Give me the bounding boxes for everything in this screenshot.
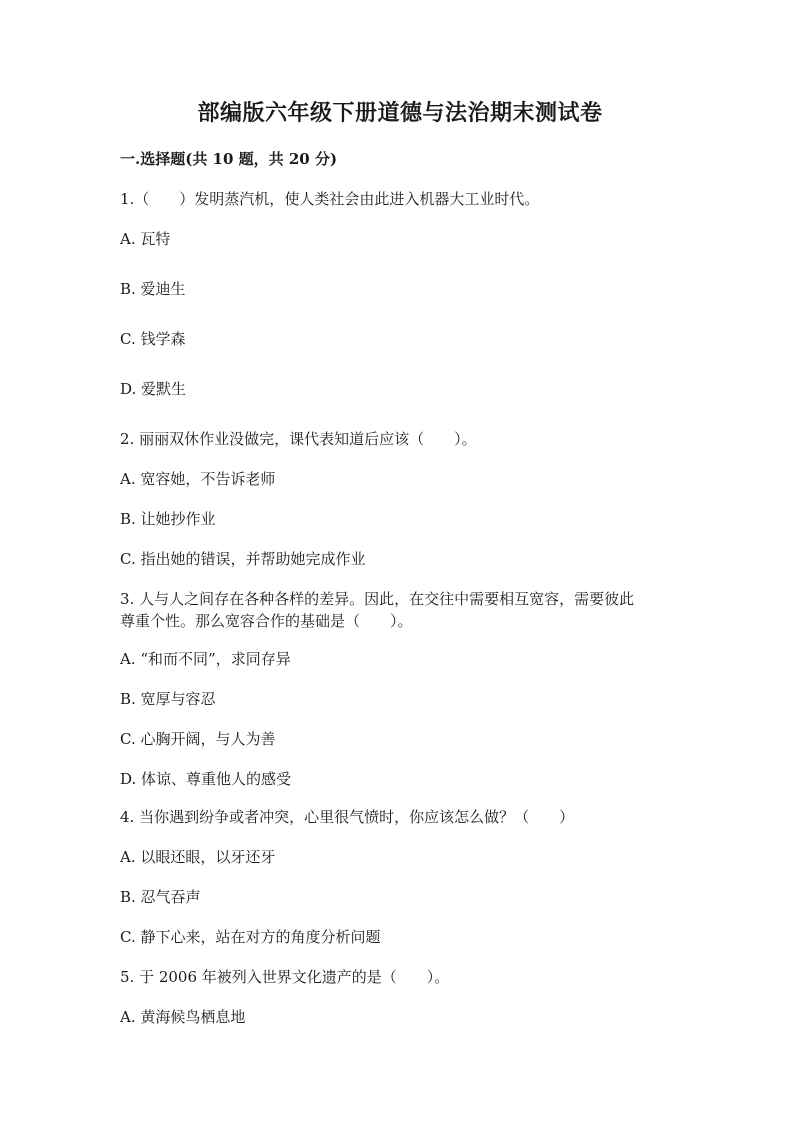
question-2-option-b: B. 让她抄作业 xyxy=(120,510,216,528)
question-1-option-b: B. 爱迪生 xyxy=(120,280,186,298)
question-4-option-b: B. 忍气吞声 xyxy=(120,888,201,906)
question-3-stem-line-1: 3. 人与人之间存在各种各样的差异。因此，在交往中需要相互宽容，需要彼此 xyxy=(120,590,635,608)
question-3-option-a: A. “和而不同”，求同存异 xyxy=(120,650,291,668)
question-3-option-d: D. 体谅、尊重他人的感受 xyxy=(120,770,292,788)
section-heading: 一.选择题(共 10 题，共 20 分) xyxy=(120,150,338,168)
question-1-option-a: A. 瓦特 xyxy=(120,230,171,248)
question-5-stem: 5. 于 2006 年被列入世界文化遗产的是（ ）。 xyxy=(120,968,450,986)
question-3-stem-line-2: 尊重个性。那么宽容合作的基础是（ ）。 xyxy=(120,612,413,630)
question-3-option-c: C. 心胸开阔，与人为善 xyxy=(120,730,276,748)
question-4-stem: 4. 当你遇到纷争或者冲突，心里很气愤时，你应该怎么做？（ ） xyxy=(120,808,575,826)
question-3-option-b: B. 宽厚与容忍 xyxy=(120,690,216,708)
question-2-stem: 2. 丽丽双休作业没做完，课代表知道后应该（ ）。 xyxy=(120,430,477,448)
question-1-option-d: D. 爱默生 xyxy=(120,380,187,398)
question-4-option-a: A. 以眼还眼，以牙还牙 xyxy=(120,848,276,866)
question-5-option-a: A. 黄海候鸟栖息地 xyxy=(120,1008,246,1026)
question-2-option-a: A. 宽容她，不告诉老师 xyxy=(120,470,276,488)
question-2-option-c: C. 指出她的错误，并帮助她完成作业 xyxy=(120,550,366,568)
question-1-option-c: C. 钱学森 xyxy=(120,330,186,348)
question-1-stem: 1.（ ）发明蒸汽机，使人类社会由此进入机器大工业时代。 xyxy=(120,190,540,208)
page-title: 部编版六年级下册道德与法治期末测试卷 xyxy=(197,100,603,126)
question-4-option-c: C. 静下心来，站在对方的角度分析问题 xyxy=(120,928,381,946)
